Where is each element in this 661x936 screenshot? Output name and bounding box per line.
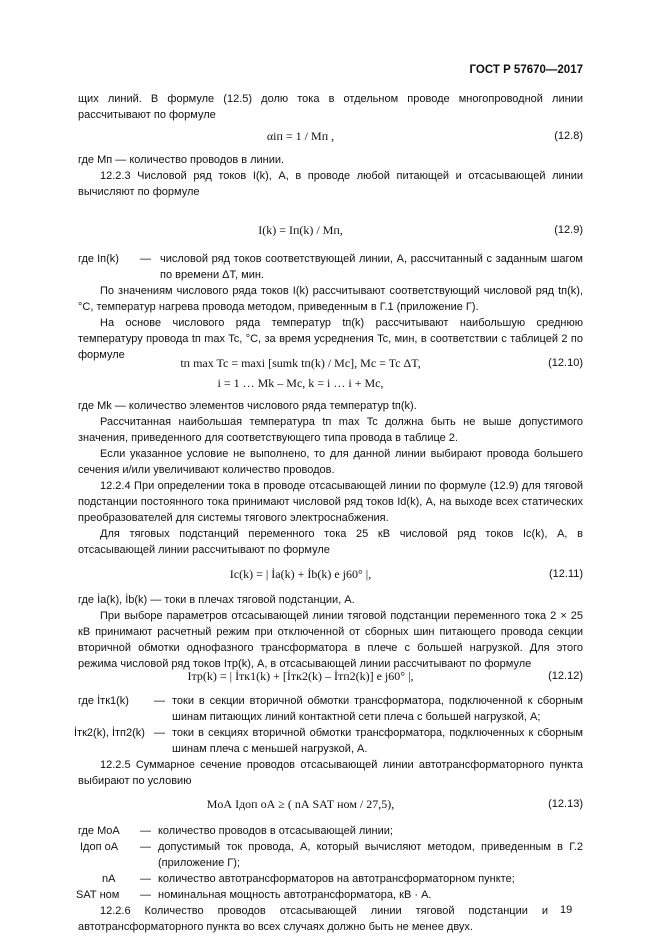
- definition-body: количество проводов в отсасывающей линии;: [158, 825, 393, 837]
- formula-expression: I(k) = Iп(k) / Mп,: [258, 223, 343, 237]
- paragraph: На основе числового ряда температур tп(k) рассчитывают наибольшую среднюю температуру провода tп max Tc, °С, за время усреднения Tc, мин, в соответствии с таблицей 2 по формуле: [78, 317, 583, 361]
- definition-body: токи в секции вторичной обмотки трансформатора, подключенной к сборным шинам питающих линий контактной сети плеча с большей нагрузкой, А;: [172, 695, 583, 723]
- definition-dash: —: [140, 841, 151, 853]
- definition-dash: —: [154, 727, 165, 739]
- definition-row: [78, 251, 583, 283]
- page-number: 19: [560, 904, 573, 916]
- paragraph: где Mk — количество элементов числового ряда температур tп(k).: [78, 400, 417, 412]
- paragraph: где İa(k), İb(k) — токи в плечах тяговой подстанции, А.: [78, 594, 355, 606]
- definition-term: SАТ ном: [76, 889, 120, 901]
- definition-body: количество автотрансформаторов на автотрансформаторном пункте;: [158, 873, 515, 885]
- formula-expression: MoА Iдоп oА ≥ ( nА SАТ ном / 27,5),: [206, 797, 395, 811]
- formula-expression: Iтр(k) = | İтк1(k) + [İтк2(k) – İтп2(k)] e j60° |,: [187, 669, 414, 683]
- definition-term: nА: [102, 873, 116, 885]
- formula-expression: tп max Tc = maxi [sumk tп(k) / Mc], Mc = Tc ΔT,: [180, 356, 421, 370]
- definition-term: где MoА: [78, 825, 120, 837]
- formula-expression: i = 1 … Mk – Mc, k = i … i + Mc,: [217, 376, 384, 390]
- formula-number: (12.11): [548, 568, 583, 580]
- paragraph: 12.2.3 Числовой ряд токов I(k), А, в проводе любой питающей и отсасывающей линии вычисляют по формуле: [78, 170, 583, 198]
- definition-row: [78, 823, 583, 839]
- definition-body: токи в секциях вторичной обмотки трансформатора, подключенных к сборным шинам плеча с меньшей нагрузкой, А.: [172, 727, 583, 755]
- definition-row: [78, 693, 583, 725]
- formula-number: (12.8): [554, 130, 583, 142]
- definition-dash: —: [140, 825, 151, 837]
- formula-expression: αiп = 1 / Mп ,: [266, 129, 335, 143]
- formula-12-9: [78, 222, 583, 238]
- definition-row: [78, 871, 583, 887]
- definition-term: İтк2(k), İтп2(k): [74, 727, 145, 739]
- paragraph: 12.2.4 При определении тока в проводе отсасывающей линии по формуле (12.9) для тяговой подстанции постоянного тока принимают числовой ряд токов Id(k), А, на выходе всех статических преобразователей для системы тягового электроснабжения.: [78, 480, 583, 524]
- paragraph: где Mп — количество проводов в линии.: [78, 154, 285, 166]
- definition-dash: —: [154, 695, 165, 707]
- formula-12-8: [78, 128, 583, 144]
- standard-header: ГОСТ Р 57670—2017: [469, 64, 583, 76]
- definition-row: [78, 887, 583, 903]
- paragraph: Рассчитанная наибольшая температура tп max Tc должна быть не выше допустимого значения, приведенного для соответствующего типа провода в таблице 2.: [78, 416, 583, 444]
- definition-row: [78, 839, 583, 871]
- paragraph: щих линий. В формуле (12.5) долю тока в отдельном проводе многопроводной линии рассчитывают по формуле: [78, 93, 583, 121]
- formula-12-10: [78, 355, 583, 371]
- formula-12-12: [78, 668, 583, 684]
- definition-dash: —: [140, 873, 151, 885]
- formula-number: (12.12): [548, 670, 583, 682]
- definition-term: где Iп(k): [78, 253, 119, 265]
- definition-body: номинальная мощность автотрансформатора, кВ · А.: [158, 889, 432, 901]
- formula-number: (12.13): [548, 798, 583, 810]
- paragraph: Для тяговых подстанций переменного тока 25 кВ числовой ряд токов Ic(k), А, в отсасывающей линии рассчитывают по формуле: [78, 528, 583, 556]
- definition-dash: —: [140, 253, 151, 265]
- paragraph: 12.2.5 Суммарное сечение проводов отсасывающей линии автотрансформаторного пункта выбирают по условию: [78, 759, 583, 787]
- formula-number: (12.10): [548, 357, 583, 369]
- definition-term: где İтк1(k): [78, 695, 129, 707]
- paragraph: При выборе параметров отсасывающей линии тяговой подстанции переменного тока 2 × 25 кВ принимают расчетный режим при отключенной от сборных шин питающего провода секции вторичной обмотки однофазного трансформатора в плече с большей нагрузкой. Для этого режима числовой ряд токов Iтр(k), А, в отсасывающей линии рассчитывают по формуле: [78, 610, 583, 670]
- definition-row: [74, 725, 583, 757]
- paragraph: 12.2.6 Количество проводов отсасывающей линии тяговой подстанции и автотрансформаторного пункта во всех случаях должно быть не менее двух.: [78, 905, 548, 933]
- formula-number: (12.9): [554, 224, 583, 236]
- formula-12-13: [78, 796, 583, 812]
- definition-term: Iдоп oА: [80, 841, 119, 853]
- formula-expression: Ic(k) = | İa(k) + İb(k) e j60° |,: [229, 567, 372, 581]
- definition-body: допустимый ток провода, А, который вычисляют методом, приведенным в Г.2 (приложение Г);: [158, 841, 583, 869]
- paragraph: Если указанное условие не выполнено, то для данной линии выбирают провода большего сечения и/или увеличивают количество проводов.: [78, 448, 583, 476]
- paragraph: По значениям числового ряда токов I(k) рассчитывают соответствующий числовой ряд tп(k), °С, температур нагрева провода методом, приведенным в Г.1 (приложение Г).: [78, 285, 583, 313]
- definition-body: числовой ряд токов соответствующей линии, А, рассчитанный с заданным шагом по времени ΔT, мин.: [160, 253, 583, 281]
- definition-dash: —: [140, 889, 151, 901]
- formula-12-10-indices: [78, 375, 583, 391]
- formula-12-11: [78, 566, 583, 582]
